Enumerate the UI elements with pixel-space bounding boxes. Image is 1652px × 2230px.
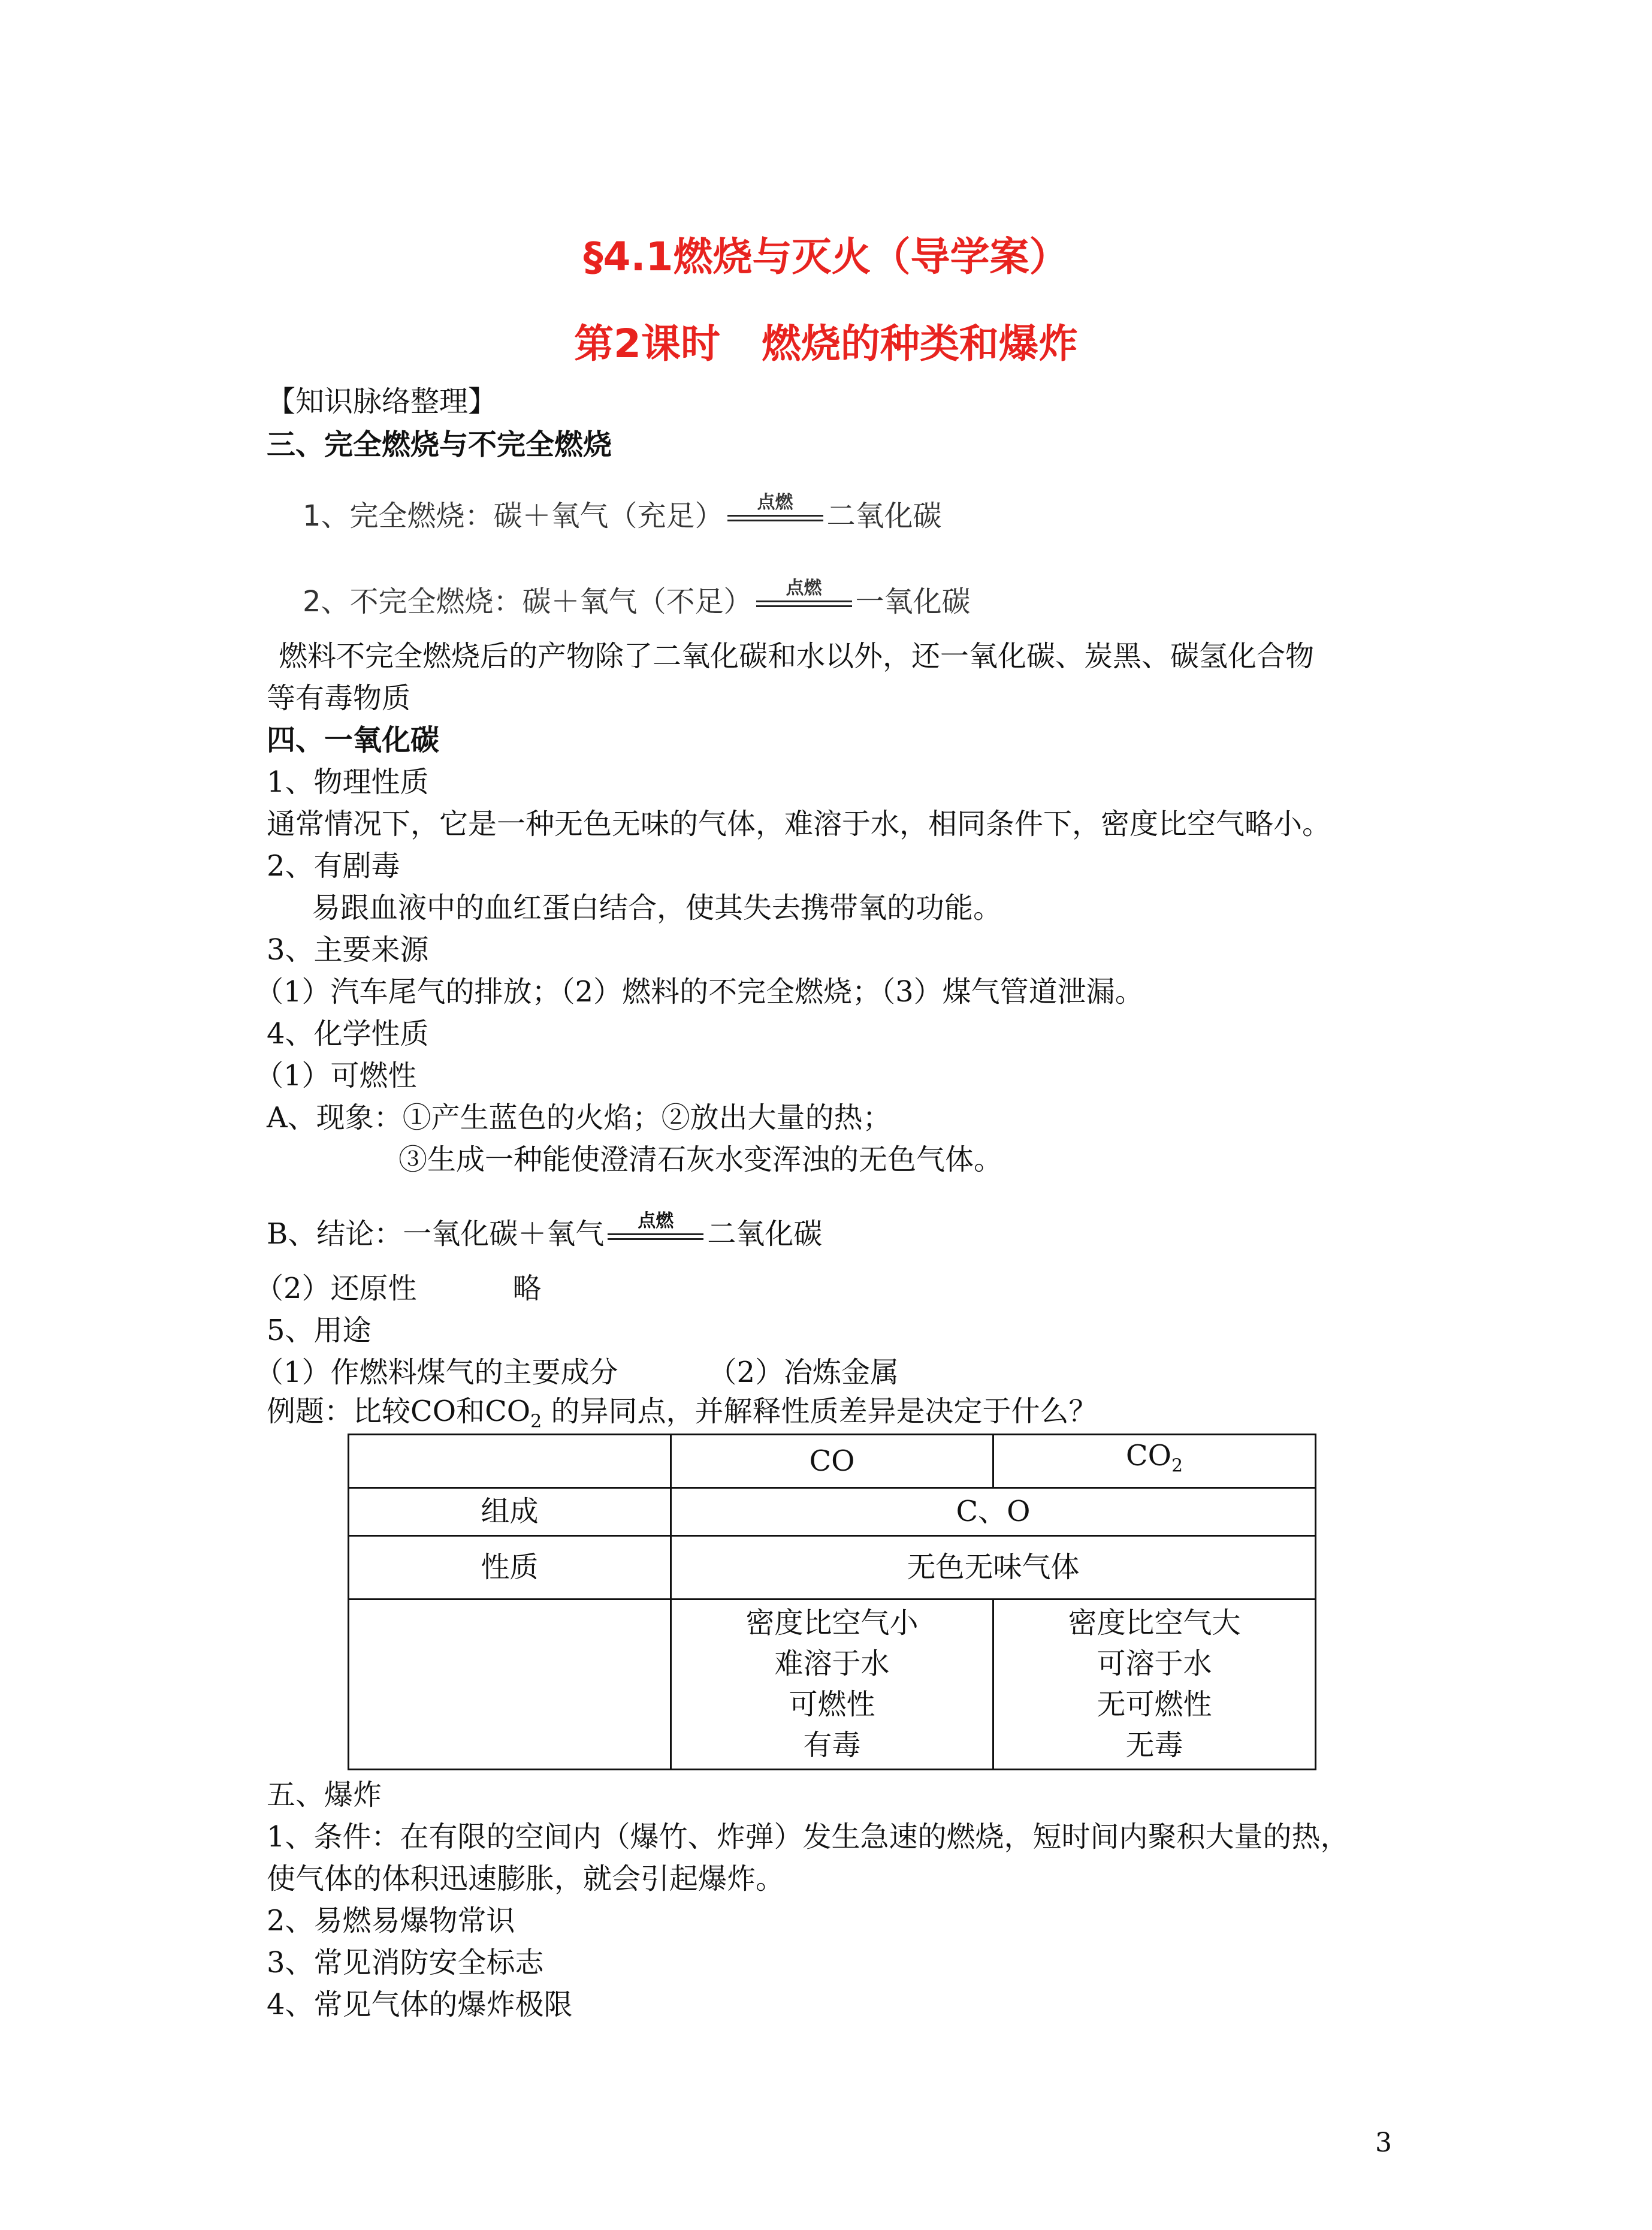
- comparison-table: [348, 1434, 1316, 1770]
- equation-right: 二氧化碳: [707, 1217, 823, 1251]
- equation-complete-combustion: [303, 493, 942, 534]
- equation-right: 一氧化碳: [855, 585, 971, 618]
- table-row: [349, 1599, 1316, 1769]
- subscript: 2: [530, 1411, 542, 1432]
- example-question: [267, 1393, 1098, 1440]
- item-text: 通常情况下，它是一种无色无味的气体，难溶于水，相同条件下，密度比空气略小。: [267, 807, 1331, 841]
- equation-right: 二氧化碳: [826, 499, 942, 533]
- section-5-title: 五、爆炸: [267, 1778, 382, 1812]
- item-subheading: [255, 1271, 542, 1306]
- equation-left: B、结论：一氧化碳＋氧气: [267, 1217, 605, 1251]
- property-text: 密度比空气大: [1068, 1606, 1241, 1640]
- example-text: 例题：比较CO和CO: [267, 1395, 531, 1428]
- reaction-condition: 点燃: [638, 1210, 674, 1232]
- property-text: 难溶于水: [774, 1647, 890, 1681]
- property-text: 可燃性: [789, 1688, 875, 1722]
- table-row: [349, 1435, 1316, 1488]
- equation-left: 2、不完全燃烧：碳＋氧气（不足）: [303, 585, 753, 618]
- reaction-arrow: [756, 578, 852, 618]
- reducing-property-note: 略: [512, 1272, 542, 1305]
- property-text: 密度比空气小: [745, 1606, 919, 1640]
- item-subheading: （1）可燃性: [255, 1059, 417, 1093]
- equation-left: 1、完全燃烧：碳＋氧气（充足）: [303, 499, 724, 533]
- example-text: 的异同点，并解释性质差异是决定于什么？: [542, 1395, 1098, 1428]
- item-text: （1）汽车尾气的排放；（2）燃料的不完全燃烧；（3）煤气管道泄漏。: [255, 975, 1144, 1009]
- page-title: §4.1燃烧与灭火（导学案）: [583, 234, 1069, 280]
- item-heading: 2、易燃易爆物常识: [267, 1904, 515, 1938]
- page-number: 3: [1375, 2128, 1392, 2158]
- section-4-title: 四、一氧化碳: [267, 723, 440, 757]
- reaction-condition: 点燃: [786, 578, 822, 599]
- item-heading: 4、常见气体的爆炸极限: [267, 1988, 573, 2021]
- equation-incomplete-combustion: [303, 578, 971, 620]
- use-2: （2）冶炼金属: [708, 1356, 899, 1389]
- header-text: CO: [1125, 1439, 1171, 1472]
- item-heading: 2、有剧毒: [267, 849, 400, 883]
- item-heading: 3、主要来源: [267, 933, 429, 967]
- property-text: 可溶于水: [1097, 1647, 1212, 1681]
- item-text: 1、条件：在有限的空间内（爆竹、炸弹）发生急速的燃烧，短时间内聚积大量的热，: [267, 1820, 1349, 1854]
- reaction-condition: 点燃: [757, 492, 793, 513]
- property-text: 有毒: [803, 1728, 861, 1763]
- section-3-title: 三、完全燃烧与不完全燃烧: [267, 428, 612, 461]
- table-row-label: 性质: [349, 1535, 671, 1599]
- item-heading: 3、常见消防安全标志: [267, 1946, 544, 1979]
- property-text: 无毒: [1125, 1728, 1183, 1763]
- reducing-property-label: （2）还原性: [255, 1272, 417, 1305]
- item-text: 易跟血液中的血红蛋白结合，使其失去携带氧的功能。: [312, 891, 1002, 925]
- page-subtitle: 第2课时 燃烧的种类和爆炸: [574, 321, 1078, 367]
- table-header-co: CO: [671, 1435, 993, 1488]
- paragraph-line: 燃料不完全燃烧后的产物除了二氧化碳和水以外，还一氧化碳、炭黑、碳氢化合物: [279, 639, 1315, 673]
- use-1: （1）作燃料煤气的主要成分: [255, 1356, 618, 1389]
- table-row: [349, 1487, 1316, 1535]
- reaction-arrow: [727, 492, 823, 533]
- paragraph-line: 等有毒物质: [267, 681, 411, 715]
- co-properties-cell: [671, 1599, 993, 1769]
- co2-properties-cell: [993, 1599, 1316, 1769]
- item-text: A、现象：①产生蓝色的火焰；②放出大量的热；: [267, 1101, 892, 1134]
- item-text: 使气体的体积迅速膨胀，就会引起爆炸。: [267, 1862, 785, 1896]
- subscript: 2: [1171, 1455, 1183, 1477]
- reaction-arrow: [608, 1210, 703, 1251]
- equation-co-combustion: [267, 1211, 822, 1252]
- table-header-co2: [993, 1435, 1316, 1488]
- section-header: 【知识脉络整理】: [267, 385, 497, 418]
- property-text: 无可燃性: [1097, 1688, 1212, 1722]
- item-text: ③生成一种能使澄清石灰水变浑浊的无色气体。: [398, 1143, 1003, 1176]
- table-cell: 无色无味气体: [671, 1535, 1316, 1599]
- item-heading: 5、用途: [267, 1314, 372, 1347]
- item-heading: 1、物理性质: [267, 765, 429, 799]
- table-cell: [349, 1599, 671, 1769]
- item-text: [255, 1354, 899, 1390]
- table-row: [349, 1535, 1316, 1599]
- table-cell: C、O: [671, 1487, 1316, 1535]
- table-row-label: 组成: [349, 1487, 671, 1535]
- table-cell: [349, 1435, 671, 1488]
- item-heading: 4、化学性质: [267, 1017, 429, 1051]
